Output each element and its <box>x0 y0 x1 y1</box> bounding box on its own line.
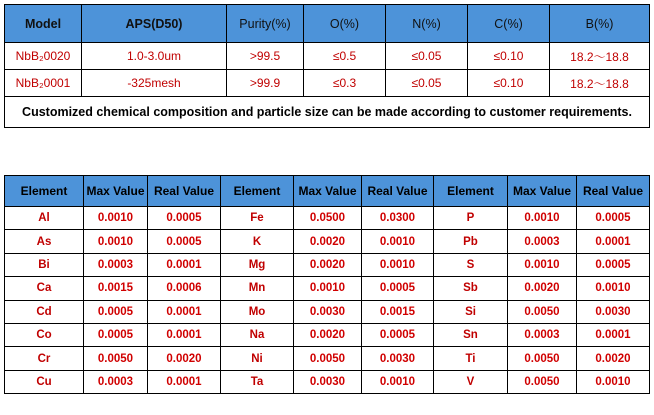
cell-element: S <box>434 253 508 276</box>
cell-real-value: 0.0005 <box>362 323 434 346</box>
cell-nitrogen: ≤0.05 <box>386 70 468 97</box>
cell-element: Ni <box>221 347 294 370</box>
table-row <box>5 347 650 370</box>
cell-real-value: 0.0030 <box>362 347 434 370</box>
cell-real-value: 0.0005 <box>148 207 221 230</box>
cell-real-value: 0.0005 <box>577 253 650 276</box>
table-row <box>5 207 650 230</box>
cell-element: Pb <box>434 230 508 253</box>
cell-aps: -325mesh <box>82 70 227 97</box>
cell-real-value: 0.0010 <box>577 277 650 300</box>
cell-max-value: 0.0010 <box>508 207 577 230</box>
header-oxygen: O(%) <box>304 5 386 43</box>
cell-max-value: 0.0010 <box>294 277 362 300</box>
customization-note: Customized chemical composition and particle size can be made according to customer requirements. <box>5 97 650 128</box>
cell-element: Mn <box>221 277 294 300</box>
cell-real-value: 0.0001 <box>148 370 221 393</box>
cell-max-value: 0.0020 <box>508 277 577 300</box>
cell-element: Ti <box>434 347 508 370</box>
cell-real-value: 0.0015 <box>362 300 434 323</box>
header-aps: APS(D50) <box>82 5 227 43</box>
table-row <box>5 230 650 253</box>
table-row <box>5 253 650 276</box>
header-element: Element <box>5 176 84 207</box>
impurity-body <box>5 207 650 394</box>
cell-max-value: 0.0005 <box>84 323 148 346</box>
cell-real-value: 0.0020 <box>577 347 650 370</box>
cell-max-value: 0.0020 <box>294 230 362 253</box>
cell-max-value: 0.0030 <box>294 300 362 323</box>
cell-element: Si <box>434 300 508 323</box>
spec-table <box>4 4 650 128</box>
cell-carbon: ≤0.10 <box>468 43 550 70</box>
cell-real-value: 0.0010 <box>362 370 434 393</box>
cell-element: Ca <box>5 277 84 300</box>
cell-max-value: 0.0030 <box>294 370 362 393</box>
cell-max-value: 0.0500 <box>294 207 362 230</box>
table-row <box>5 277 650 300</box>
impurity-header-row <box>5 176 650 207</box>
cell-model: NbB₂0020 <box>5 43 82 70</box>
cell-element: Co <box>5 323 84 346</box>
header-element: Element <box>221 176 294 207</box>
cell-nitrogen: ≤0.05 <box>386 43 468 70</box>
cell-max-value: 0.0010 <box>84 207 148 230</box>
cell-boron: 18.2～18.8 <box>550 43 650 70</box>
cell-real-value: 0.0001 <box>577 323 650 346</box>
header-element: Element <box>434 176 508 207</box>
cell-oxygen: ≤0.5 <box>304 43 386 70</box>
cell-real-value: 0.0010 <box>362 253 434 276</box>
cell-purity: >99.9 <box>227 70 304 97</box>
table-row <box>5 70 650 97</box>
cell-element: Sn <box>434 323 508 346</box>
cell-max-value: 0.0003 <box>84 370 148 393</box>
spec-header-row <box>5 5 650 43</box>
cell-aps: 1.0-3.0um <box>82 43 227 70</box>
cell-oxygen: ≤0.3 <box>304 70 386 97</box>
cell-element: Sb <box>434 277 508 300</box>
cell-real-value: 0.0001 <box>148 323 221 346</box>
cell-real-value: 0.0005 <box>577 207 650 230</box>
cell-max-value: 0.0050 <box>294 347 362 370</box>
cell-real-value: 0.0001 <box>577 230 650 253</box>
table-row <box>5 323 650 346</box>
cell-element: Cu <box>5 370 84 393</box>
cell-real-value: 0.0001 <box>148 253 221 276</box>
cell-max-value: 0.0050 <box>508 347 577 370</box>
cell-real-value: 0.0020 <box>148 347 221 370</box>
cell-real-value: 0.0001 <box>148 300 221 323</box>
header-max-value: Max Value <box>84 176 148 207</box>
cell-element: Mg <box>221 253 294 276</box>
cell-max-value: 0.0020 <box>294 323 362 346</box>
cell-max-value: 0.0010 <box>84 230 148 253</box>
cell-element: K <box>221 230 294 253</box>
header-model: Model <box>5 5 82 43</box>
header-carbon: C(%) <box>468 5 550 43</box>
cell-element: Cr <box>5 347 84 370</box>
cell-element: Bi <box>5 253 84 276</box>
cell-real-value: 0.0300 <box>362 207 434 230</box>
cell-real-value: 0.0010 <box>577 370 650 393</box>
cell-real-value: 0.0030 <box>577 300 650 323</box>
cell-real-value: 0.0005 <box>148 230 221 253</box>
cell-max-value: 0.0050 <box>508 300 577 323</box>
cell-model: NbB₂0001 <box>5 70 82 97</box>
header-real-value: Real Value <box>362 176 434 207</box>
header-boron: B(%) <box>550 5 650 43</box>
header-max-value: Max Value <box>508 176 577 207</box>
cell-element: Mo <box>221 300 294 323</box>
cell-element: Na <box>221 323 294 346</box>
cell-element: Cd <box>5 300 84 323</box>
cell-element: P <box>434 207 508 230</box>
header-nitrogen: N(%) <box>386 5 468 43</box>
cell-max-value: 0.0050 <box>84 347 148 370</box>
cell-max-value: 0.0005 <box>84 300 148 323</box>
cell-real-value: 0.0010 <box>362 230 434 253</box>
header-real-value: Real Value <box>148 176 221 207</box>
cell-max-value: 0.0010 <box>508 253 577 276</box>
note-row <box>5 97 650 128</box>
header-real-value: Real Value <box>577 176 650 207</box>
cell-real-value: 0.0006 <box>148 277 221 300</box>
cell-purity: >99.5 <box>227 43 304 70</box>
cell-boron: 18.2～18.8 <box>550 70 650 97</box>
cell-max-value: 0.0020 <box>294 253 362 276</box>
header-purity: Purity(%) <box>227 5 304 43</box>
cell-element: Fe <box>221 207 294 230</box>
table-row <box>5 370 650 393</box>
cell-carbon: ≤0.10 <box>468 70 550 97</box>
cell-element: V <box>434 370 508 393</box>
cell-max-value: 0.0050 <box>508 370 577 393</box>
cell-max-value: 0.0003 <box>508 230 577 253</box>
impurity-table <box>4 175 650 394</box>
cell-max-value: 0.0003 <box>84 253 148 276</box>
header-max-value: Max Value <box>294 176 362 207</box>
cell-max-value: 0.0015 <box>84 277 148 300</box>
table-row <box>5 43 650 70</box>
table-row <box>5 300 650 323</box>
cell-real-value: 0.0005 <box>362 277 434 300</box>
cell-element: Ta <box>221 370 294 393</box>
cell-max-value: 0.0003 <box>508 323 577 346</box>
cell-element: As <box>5 230 84 253</box>
cell-element: Al <box>5 207 84 230</box>
